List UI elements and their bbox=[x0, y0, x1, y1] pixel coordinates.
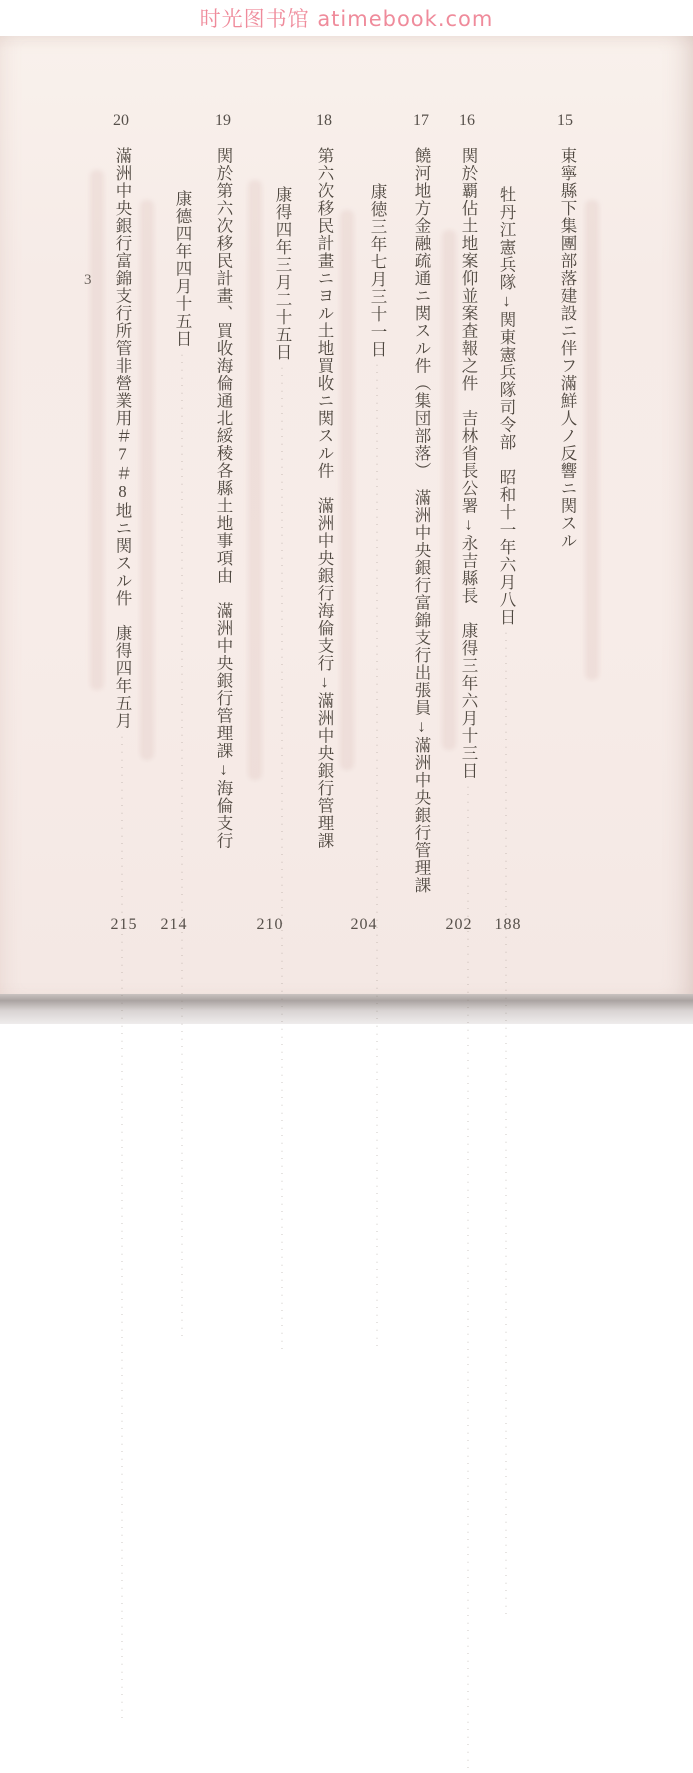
page-bottom-edge bbox=[0, 994, 693, 1024]
entry-number: 17 bbox=[413, 112, 429, 129]
entry-page-number: 204 bbox=[350, 916, 378, 933]
library-watermark: 时光图书馆 atimebook.com bbox=[199, 7, 494, 31]
entry-title bbox=[309, 147, 339, 908]
dotted-leader: ·································································································································· bbox=[374, 363, 380, 1351]
entry-title-text: 第六次移民計畫ニヨル土地買收ニ関スル件 滿洲中央銀行海倫支行↓滿洲中央銀行管理課 bbox=[315, 147, 334, 850]
entry-detail-text: 康徳三年七月三十一日 bbox=[368, 183, 387, 358]
entry-detail-text: 康得四年三月二十五日 bbox=[273, 186, 292, 361]
entry-detail-text: 牡丹江憲兵隊↓関東憲兵隊司令部 昭和十一年六月八日 bbox=[497, 186, 516, 626]
show-through-texture bbox=[248, 180, 262, 780]
entry-number: 18 bbox=[316, 112, 332, 129]
entry-title-text: 滿洲中央銀行富錦支行所管非營業用＃7＃8地ニ関スル件 康得四年五月 bbox=[113, 147, 132, 730]
entry-title-text: 関於覇佔土地案仰並案査報之件 吉林省長公署↓永吉縣長 康得三年六月十三日 bbox=[459, 147, 478, 780]
entry-number: 20 bbox=[113, 112, 129, 129]
dotted-leader: ·································································································································· bbox=[279, 366, 285, 1354]
entry-page-number: 210 bbox=[256, 916, 284, 933]
entry-title bbox=[208, 147, 238, 908]
entry-detail-text: 康德四年四月十五日 bbox=[173, 190, 192, 348]
entry-number: 19 bbox=[215, 112, 231, 129]
entry-title-text: 東寧縣下集團部落建設ニ伴フ滿鮮人ノ反響ニ関スル bbox=[558, 147, 577, 550]
show-through-texture bbox=[140, 200, 154, 760]
show-through-texture bbox=[340, 210, 354, 770]
entry-title bbox=[552, 147, 582, 908]
entry-number: 15 bbox=[557, 112, 573, 129]
dotted-leader: ·································································································································· bbox=[503, 631, 509, 1619]
entry-page-number: 214 bbox=[160, 916, 188, 933]
show-through-texture bbox=[90, 170, 104, 690]
entry-title-text: 饒河地方金融疏通ニ関スル件（集団部落） 滿洲中央銀行富錦支行出張員↓滿洲中央銀行管理課 bbox=[412, 147, 431, 894]
dotted-leader: ·································································································································· bbox=[119, 734, 125, 1723]
entry-page-number: 202 bbox=[445, 916, 473, 933]
entry-page-number: 215 bbox=[110, 916, 138, 933]
show-through-texture bbox=[585, 200, 599, 680]
entry-title-text: 関於第六次移民計畫、買收海倫通北綏稜各縣土地事項由 滿洲中央銀行管理課↓海倫支行 bbox=[214, 147, 233, 850]
dotted-leader: ·································································································································· bbox=[179, 352, 185, 1341]
entry-number: 16 bbox=[459, 112, 475, 129]
page-folio-number: 3 bbox=[84, 272, 92, 288]
entry-title bbox=[406, 147, 436, 908]
dotted-leader: ·································································································································· bbox=[465, 784, 471, 1773]
entry-page-number: 188 bbox=[494, 916, 522, 933]
